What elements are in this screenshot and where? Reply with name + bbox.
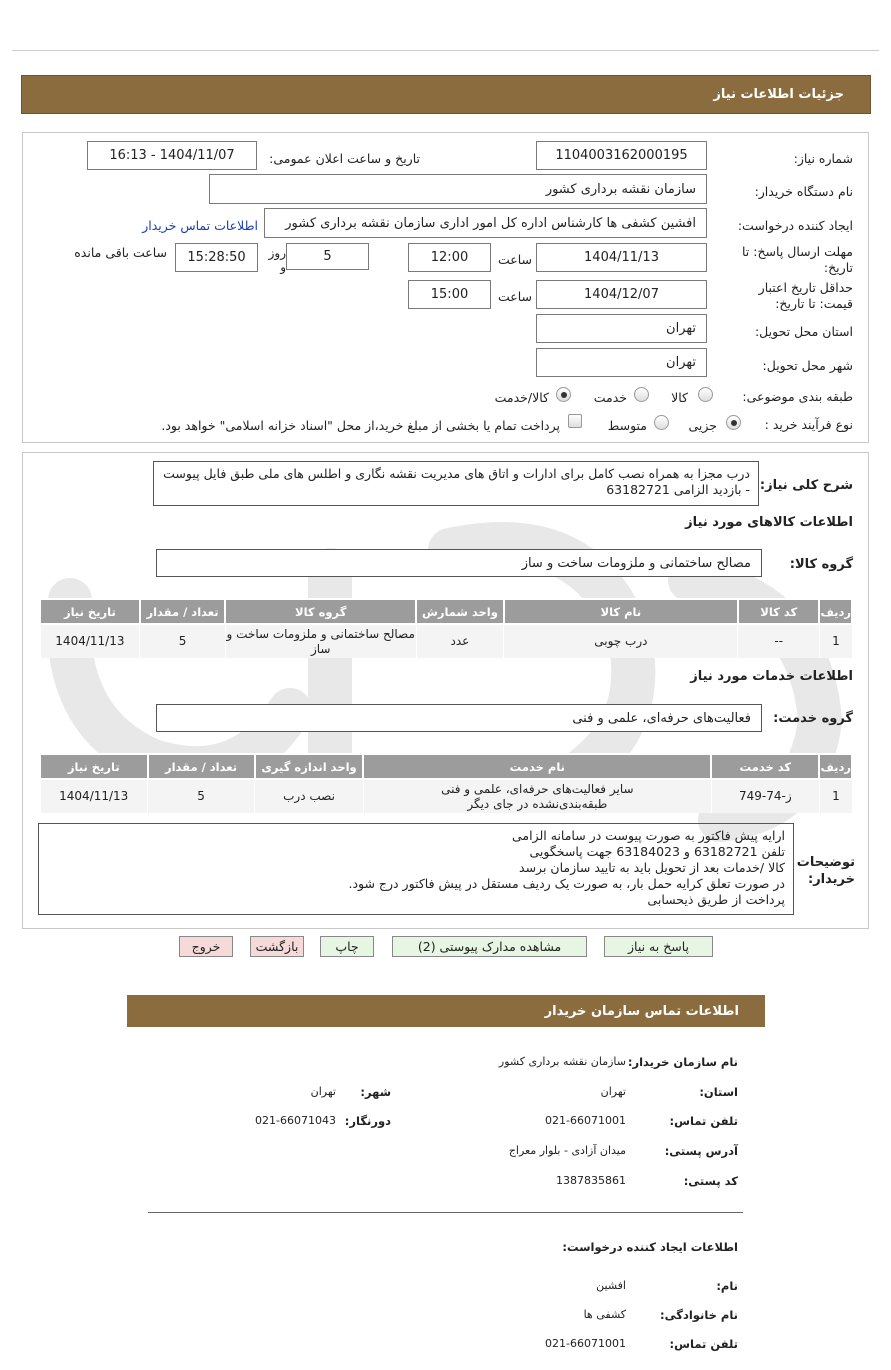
services-cell-code: ز-74-749	[711, 779, 819, 813]
goods-cell-qty: 5	[140, 624, 226, 658]
creator-name-value: افشین	[596, 1279, 626, 1292]
contact-city-value: تهران	[310, 1085, 336, 1098]
validity-time-field: 15:00	[408, 280, 491, 309]
goods-group-label: گروه کالا:	[789, 557, 853, 572]
buyer-org-label: نام دستگاه خریدار:	[754, 184, 853, 199]
category-radio-goods[interactable]	[698, 387, 713, 402]
services-cell-row: 1	[819, 779, 852, 813]
deadline-label: مهلت ارسال پاسخ: تا تاریخ:	[742, 244, 853, 275]
deadline-time-label: ساعت	[497, 252, 532, 267]
province-field: تهران	[536, 314, 707, 343]
buyer-contact-link[interactable]: اطلاعات تماس خریدار	[142, 218, 258, 233]
services-col-row: ردیف	[819, 754, 852, 779]
city-field: تهران	[536, 348, 707, 377]
goods-cell-row: 1	[819, 624, 852, 658]
need-number-label: شماره نیاز:	[793, 151, 853, 166]
contact-postal-value: 1387835861	[556, 1174, 626, 1187]
services-col-qty: تعداد / مقدار	[148, 754, 255, 779]
contact-header	[127, 995, 765, 1027]
services-cell-name: سایر فعالیت‌های حرفه‌ای، علمی و فنی طبقه‌بندی‌نشده در جای دیگر	[363, 779, 711, 813]
attachments-button[interactable]: مشاهده مدارک پیوستی (2)	[392, 936, 587, 957]
summary-label: شرح کلی نیاز:	[759, 478, 853, 493]
city-label: شهر محل تحویل:	[762, 358, 853, 373]
goods-cell-date: 1404/11/13	[40, 624, 140, 658]
print-button[interactable]: چاپ	[320, 936, 374, 957]
page-header	[21, 75, 871, 114]
services-col-unit: واحد اندازه گیری	[255, 754, 364, 779]
contact-phone-value: 021-66071001	[545, 1114, 626, 1127]
back-button[interactable]: بازگشت	[250, 936, 304, 957]
services-table	[39, 753, 853, 813]
contact-phone-label: تلفن تماس:	[669, 1114, 738, 1128]
table-row	[40, 779, 852, 813]
contact-province-value: تهران	[600, 1085, 626, 1098]
days-remaining-field: 5	[286, 243, 369, 270]
remaining-time-field: 15:28:50	[175, 243, 258, 272]
category-radio-goods-service[interactable]	[556, 387, 571, 402]
services-col-date: تاریخ نیاز	[40, 754, 148, 779]
contact-title: اطلاعات تماس سازمان خریدار	[544, 1003, 739, 1019]
services-cell-unit: نصب درب	[255, 779, 364, 813]
contact-province-label: استان:	[699, 1085, 738, 1099]
creator-field: افشین کشفی ها کارشناس اداره کل امور اداری سازمان نقشه برداری کشور	[264, 208, 707, 238]
contact-city-label: شهر:	[360, 1085, 391, 1099]
goods-cell-group: مصالح ساختمانی و ملزومات ساخت و ساز	[225, 624, 416, 658]
page-title: جزئیات اطلاعات نیاز	[713, 87, 844, 102]
process-radio-medium[interactable]	[654, 415, 669, 430]
services-col-code: کد خدمت	[711, 754, 819, 779]
summary-text: درب مجزا به همراه نصب کامل برای ادارات و اتاق های مدیریت نقشه نگاری و اطلس های ملی طبق فایل پیوست - بازدید الزامی 63182721	[153, 461, 759, 506]
process-option-minor: جزیی	[688, 418, 717, 433]
goods-col-row: ردیف	[819, 599, 852, 624]
category-option-goods-service: کالا/خدمت	[494, 390, 549, 405]
contact-org-value: سازمان نقشه برداری کشور	[498, 1055, 626, 1068]
contact-divider	[148, 1212, 743, 1213]
contact-org-label: نام سازمان خریدار:	[627, 1055, 738, 1069]
contact-address-value: میدان آزادی - بلوار معراج	[508, 1144, 626, 1157]
validity-label: حداقل تاریخ اعتبار قیمت: تا تاریخ:	[758, 280, 853, 311]
treasury-payment-checkbox[interactable]	[568, 414, 582, 428]
goods-col-code: کد کالا	[738, 599, 819, 624]
creator-phone-label: تلفن تماس:	[669, 1337, 738, 1351]
process-label: نوع فرآیند خرید :	[764, 417, 853, 432]
contact-fax-value: 021-66071043	[255, 1114, 336, 1127]
goods-col-group: گروه کالا	[225, 599, 416, 624]
category-option-service: خدمت	[593, 390, 627, 405]
remaining-time-label: ساعت باقی مانده	[74, 245, 167, 260]
contact-postal-label: کد پستی:	[683, 1174, 738, 1188]
services-cell-date: 1404/11/13	[40, 779, 148, 813]
category-radio-service[interactable]	[634, 387, 649, 402]
top-divider	[12, 50, 879, 51]
category-option-goods: کالا	[671, 390, 688, 405]
treasury-payment-text: پرداخت تمام یا بخشی از مبلغ خرید،از محل "اسناد خزانه اسلامی" خواهد بود.	[161, 418, 560, 433]
category-label: طبقه بندی موضوعی:	[742, 389, 853, 404]
buyer-notes-label: توضیحات خریدار:	[796, 855, 855, 887]
process-option-medium: متوسط	[607, 418, 647, 433]
services-cell-qty: 5	[148, 779, 255, 813]
need-number-field: 1104003162000195	[536, 141, 707, 170]
buyer-notes-text: ارایه پیش فاکتور به صورت پیوست در سامانه الزامی تلفن 63182721 و 63184023 جهت پاسخگویی کالا /خدمات بعد از تحویل باید به تایید سازمان برسد در صورت تعلق کرایه حمل بار، به صورت یک ردیف مستقل در پیش فاکتور درج شود. پرداخت از طریق ذیحسابی	[38, 823, 794, 915]
buyer-org-field: سازمان نقشه برداری کشور	[209, 174, 707, 204]
goods-col-qty: تعداد / مقدار	[140, 599, 226, 624]
contact-fax-label: دورنگار:	[344, 1114, 391, 1128]
creator-label: ایجاد کننده درخواست:	[737, 218, 853, 233]
days-label: روز و	[268, 246, 286, 274]
creator-phone-value: 021-66071001	[545, 1337, 626, 1350]
goods-table-header	[40, 599, 852, 624]
goods-cell-name: درب چوبی	[504, 624, 738, 658]
services-table-header	[40, 754, 852, 779]
creator-family-value: کشفی ها	[583, 1308, 626, 1321]
goods-table	[39, 598, 853, 658]
validity-date-field: 1404/12/07	[536, 280, 707, 309]
goods-group-field: مصالح ساختمانی و ملزومات ساخت و ساز	[156, 549, 762, 577]
table-row	[40, 624, 852, 658]
deadline-date-field: 1404/11/13	[536, 243, 707, 272]
services-col-name: نام خدمت	[363, 754, 711, 779]
creator-family-label: نام خانوادگی:	[660, 1308, 738, 1322]
creator-name-label: نام:	[716, 1279, 738, 1293]
province-label: استان محل تحویل:	[754, 324, 853, 339]
goods-cell-unit: عدد	[416, 624, 504, 658]
announce-label: تاریخ و ساعت اعلان عمومی:	[269, 151, 420, 166]
validity-time-label: ساعت	[497, 289, 532, 304]
announce-field: 1404/11/07 - 16:13	[87, 141, 257, 170]
goods-section-title: اطلاعات کالاهای مورد نیاز	[685, 515, 853, 530]
creator-info-title: اطلاعات ایجاد کننده درخواست:	[562, 1240, 738, 1254]
reply-button[interactable]: پاسخ به نیاز	[604, 936, 713, 957]
goods-col-name: نام کالا	[504, 599, 738, 624]
deadline-time-field: 12:00	[408, 243, 491, 272]
services-section-title: اطلاعات خدمات مورد نیاز	[690, 669, 853, 684]
goods-col-date: تاریخ نیاز	[40, 599, 140, 624]
goods-col-unit: واحد شمارش	[416, 599, 504, 624]
services-group-field: فعالیت‌های حرفه‌ای، علمی و فنی	[156, 704, 762, 732]
exit-button[interactable]: خروج	[179, 936, 233, 957]
contact-address-label: آدرس پستی:	[664, 1144, 738, 1158]
services-group-label: گروه خدمت:	[773, 711, 853, 726]
process-radio-minor[interactable]	[726, 415, 741, 430]
goods-cell-code: --	[738, 624, 819, 658]
